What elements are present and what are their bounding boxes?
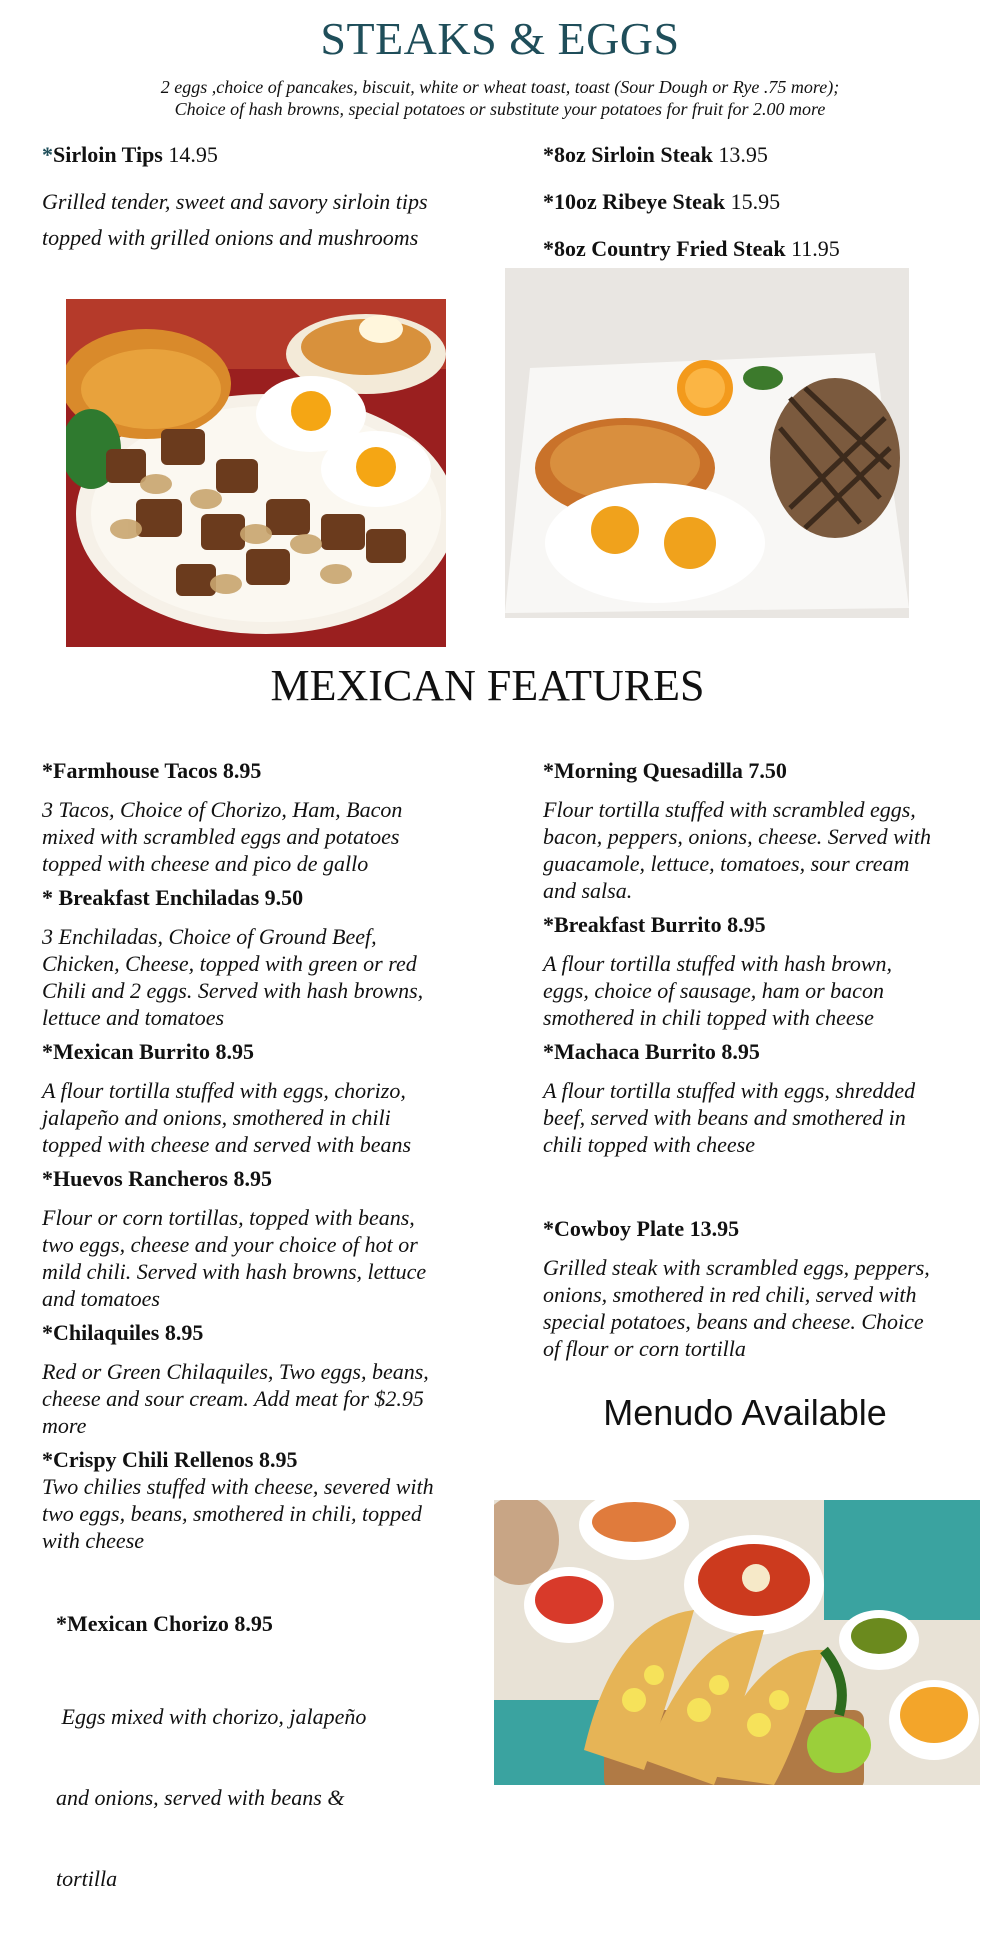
farmhouse-tacos-line2: mixed with scrambled eggs and potatoes — [42, 824, 400, 849]
menu-item-breakfast-enchiladas — [42, 885, 482, 1031]
huevos-rancheros-line1: Flour or corn tortillas, topped with beans, — [42, 1205, 415, 1230]
breakfast-enchiladas-line3: Chili and 2 eggs. Served with hash browns, — [42, 978, 424, 1003]
crispy-chili-rellenos-line3: with cheese — [42, 1528, 145, 1553]
menu-item-machaca-burrito — [543, 1039, 993, 1158]
menu-item-cowboy-plate — [543, 1216, 993, 1362]
huevos-rancheros-title: *Huevos Rancheros 8.95 — [42, 1166, 272, 1191]
sirloin-tips-desc-line1: Grilled tender, sweet and savory sirloin tips — [42, 189, 428, 214]
menu-item-mexican-burrito — [42, 1039, 482, 1158]
mexican-burrito-line1: A flour tortilla stuffed with eggs, chorizo, — [42, 1078, 406, 1103]
steaks-subtitle-line2: Choice of hash browns, special potatoes or substitute your potatoes for fruit for 2.00 more — [174, 99, 826, 119]
menu-item-breakfast-burrito — [543, 912, 993, 1031]
ribeye-steak-item — [543, 189, 780, 215]
huevos-rancheros-line4: and tomatoes — [42, 1286, 160, 1311]
machaca-burrito-title: *Machaca Burrito 8.95 — [543, 1039, 760, 1064]
country-fried-steak-name: *8oz Country Fried Steak — [543, 236, 786, 261]
country-fried-steak-price: 11.95 — [791, 236, 840, 261]
chilaquiles-title: *Chilaquiles 8.95 — [42, 1320, 204, 1345]
cowboy-plate-title: *Cowboy Plate 13.95 — [543, 1216, 740, 1241]
mexican-burrito-title: *Mexican Burrito 8.95 — [42, 1039, 255, 1064]
mexican-burrito-line3: topped with cheese and served with beans — [42, 1132, 412, 1157]
machaca-burrito-line3: chili topped with cheese — [543, 1132, 755, 1157]
mexican-burrito-line2: jalapeño and onions, smothered in chili — [42, 1105, 391, 1130]
chilaquiles-line3: more — [42, 1413, 87, 1438]
country-fried-steak-item — [543, 236, 840, 262]
sirloin-tips-title — [42, 142, 218, 168]
menu-item-crispy-chili-rellenos — [42, 1447, 482, 1554]
morning-quesadilla-line4: and salsa. — [543, 878, 633, 903]
huevos-rancheros-line2: two eggs, cheese and your choice of hot or — [42, 1232, 418, 1257]
mexican-right-column — [543, 758, 993, 1166]
cowboy-plate-line3: special potatoes, beans and cheese. Choice — [543, 1309, 924, 1334]
crispy-chili-rellenos-line2: two eggs, beans, smothered in chili, topped — [42, 1501, 422, 1526]
menu-item-morning-quesadilla — [543, 758, 993, 904]
menu-item-farmhouse-tacos — [42, 758, 482, 877]
machaca-burrito-line2: beef, served with beans and smothered in — [543, 1105, 906, 1130]
sirloin-steak-item — [543, 142, 768, 168]
breakfast-burrito-line1: A flour tortilla stuffed with hash brown, — [543, 951, 892, 976]
sirloin-tips-photo — [66, 299, 446, 647]
menu-item-huevos-rancheros — [42, 1166, 482, 1312]
sirloin-tips-star: * — [42, 142, 53, 167]
crispy-chili-rellenos-title: *Crispy Chili Rellenos 8.95 — [42, 1447, 298, 1472]
sirloin-tips-price: 14.95 — [168, 142, 218, 167]
chilaquiles-line1: Red or Green Chilaquiles, Two eggs, beans, — [42, 1359, 429, 1384]
breakfast-tacos-photo — [494, 1500, 980, 1785]
sirloin-tips-desc-line2: topped with grilled onions and mushrooms — [42, 225, 419, 250]
ribeye-steak-price: 15.95 — [730, 189, 781, 214]
ribeye-steak-name: *10oz Ribeye Steak — [543, 189, 726, 214]
morning-quesadilla-line3: guacamole, lettuce, tomatoes, sour cream — [543, 851, 910, 876]
steaks-subtitle-line1: 2 eggs ,choice of pancakes, biscuit, white or wheat toast, toast (Sour Dough or Rye .75 more); — [160, 77, 840, 97]
steak-and-eggs-photo — [505, 268, 909, 618]
cowboy-plate-line1: Grilled steak with scrambled eggs, peppers, — [543, 1255, 930, 1280]
mexican-chorizo-title: *Mexican Chorizo 8.95 — [56, 1611, 273, 1636]
menu-item-chilaquiles — [42, 1320, 482, 1439]
farmhouse-tacos-line1: 3 Tacos, Choice of Chorizo, Ham, Bacon — [42, 797, 403, 822]
breakfast-enchiladas-title: * Breakfast Enchiladas 9.50 — [42, 885, 304, 910]
mexican-left-column — [42, 758, 482, 1554]
breakfast-burrito-line3: smothered in chili topped with cheese — [543, 1005, 874, 1030]
steaks-title: STEAKS & EGGS — [320, 13, 680, 64]
mexican-chorizo-line3: tortilla — [56, 1866, 118, 1891]
breakfast-enchiladas-line2: Chicken, Cheese, topped with green or red — [42, 951, 417, 976]
cowboy-plate-line4: of flour or corn tortilla — [543, 1336, 746, 1361]
sirloin-tips-desc — [42, 184, 428, 256]
crispy-chili-rellenos-line1: Two chilies stuffed with cheese, severed with — [42, 1474, 434, 1499]
sirloin-tips-name: Sirloin Tips — [53, 142, 163, 167]
huevos-rancheros-line3: mild chili. Served with hash browns, lettuce — [42, 1259, 427, 1284]
mexican-chorizo-line2: and onions, served with beans & — [56, 1785, 345, 1810]
sirloin-steak-price: 13.95 — [718, 142, 768, 167]
morning-quesadilla-title: *Morning Quesadilla 7.50 — [543, 758, 787, 783]
mexican-title: MEXICAN FEATURES — [270, 661, 705, 710]
machaca-burrito-line1: A flour tortilla stuffed with eggs, shredded — [543, 1078, 916, 1103]
mexican-chorizo-line1: Eggs mixed with chorizo, jalapeño — [56, 1704, 367, 1729]
breakfast-enchiladas-line1: 3 Enchiladas, Choice of Ground Beef, — [42, 924, 377, 949]
morning-quesadilla-line2: bacon, peppers, onions, cheese. Served with — [543, 824, 931, 849]
breakfast-burrito-title: *Breakfast Burrito 8.95 — [543, 912, 766, 937]
breakfast-enchiladas-line4: lettuce and tomatoes — [42, 1005, 225, 1030]
farmhouse-tacos-title: *Farmhouse Tacos 8.95 — [42, 758, 262, 783]
cowboy-plate-line2: onions, smothered in red chili, served with — [543, 1282, 917, 1307]
sirloin-steak-name: *8oz Sirloin Steak — [543, 142, 713, 167]
breakfast-burrito-line2: eggs, choice of sausage, ham or bacon — [543, 978, 884, 1003]
morning-quesadilla-line1: Flour tortilla stuffed with scrambled eggs, — [543, 797, 916, 822]
farmhouse-tacos-line3: topped with cheese and pico de gallo — [42, 851, 369, 876]
menu-item-mexican-chorizo — [56, 1611, 476, 1946]
menudo-available: Menudo Available — [603, 1392, 887, 1433]
chilaquiles-line2: cheese and sour cream. Add meat for $2.95 — [42, 1386, 424, 1411]
